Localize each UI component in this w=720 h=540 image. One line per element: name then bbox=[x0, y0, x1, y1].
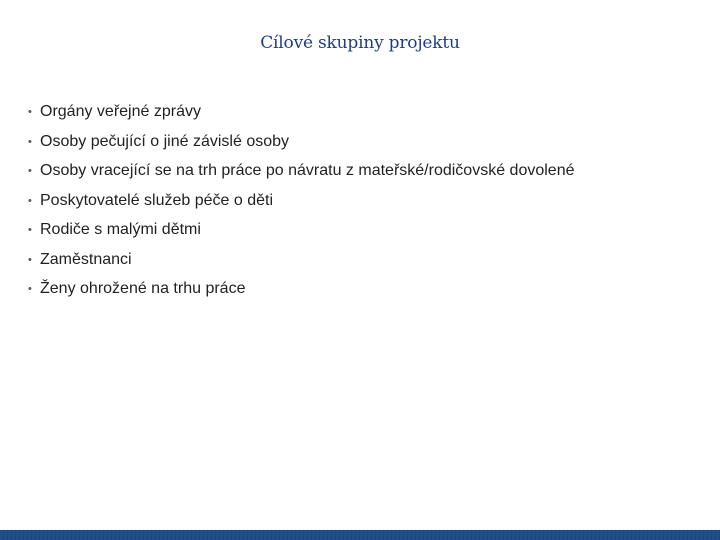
list-item bbox=[28, 192, 574, 222]
slide-title: Cílové skupiny projektu bbox=[260, 33, 460, 53]
list-item bbox=[28, 221, 574, 251]
list-item-text: Poskytovatelé služeb péče o děti bbox=[40, 191, 274, 209]
list-item-text: Osoby vracející se na trh práce po návratu z mateřské/rodičovské dovolené bbox=[40, 162, 575, 179]
bullet-icon: • bbox=[28, 165, 32, 177]
list-item bbox=[28, 280, 574, 310]
bullet-icon: • bbox=[28, 194, 32, 207]
list-item-text: Orgány veřejné zprávy bbox=[40, 103, 201, 120]
bullet-icon: • bbox=[28, 135, 32, 148]
bullet-icon: • bbox=[28, 253, 32, 266]
footer-band bbox=[0, 530, 720, 540]
list-item bbox=[28, 251, 574, 281]
list-item-text: Ženy ohrožené na trhu práce bbox=[40, 280, 246, 297]
list-item-text: Osoby pečující o jiné závislé osoby bbox=[40, 132, 290, 150]
bullet-icon: • bbox=[28, 283, 32, 295]
list-item-text: Rodiče s malými dětmi bbox=[40, 221, 201, 238]
list-item-text: Zaměstnanci bbox=[40, 250, 132, 268]
list-item bbox=[28, 162, 574, 192]
list-item bbox=[28, 133, 574, 163]
list-item bbox=[28, 103, 574, 133]
bullet-icon: • bbox=[28, 224, 32, 236]
bullet-icon: • bbox=[28, 106, 32, 118]
bullet-list bbox=[28, 103, 574, 310]
